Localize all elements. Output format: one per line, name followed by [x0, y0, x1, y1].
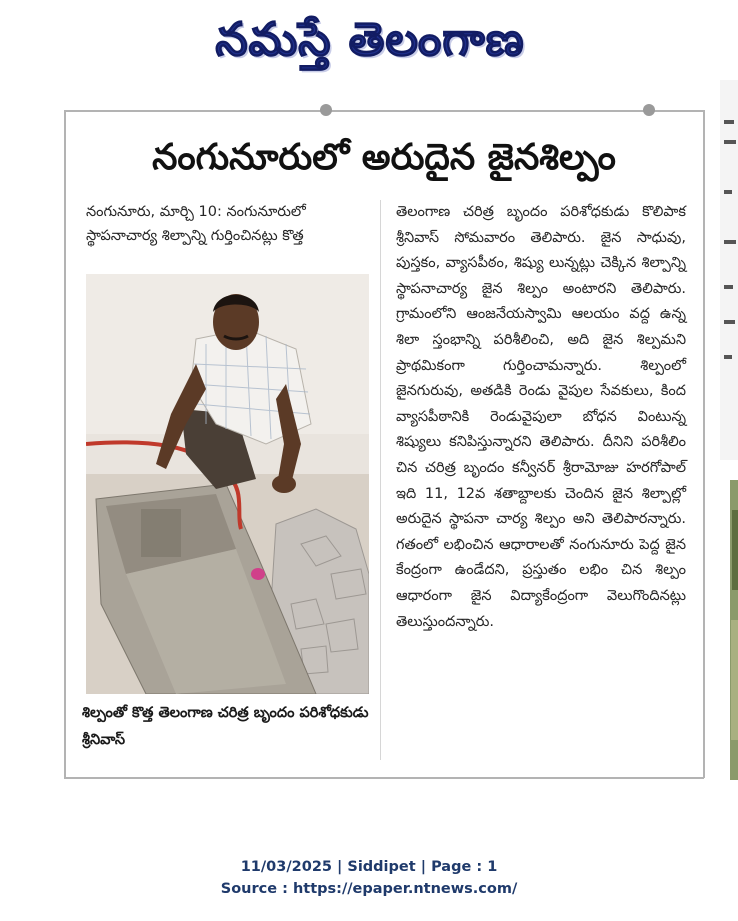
frame-pin-left: [320, 104, 332, 116]
article-frame-top: [64, 110, 704, 112]
photo-illustration: [86, 274, 369, 694]
article-body-text: తెలంగాణ చరిత్ర బృందం పరిశోధకుడు కొలిపాక శ్రీనివాస్ సోమవారం తెలిపారు. జైన సాధువు, పుస్తకం, వ్యాసపీఠం, శిష్యు లున్నట్లు చెక్కిన శిల్పాన్ని స్థాపనాచార్య జైన శిల్పం అంటారని తెలిపారు. గ్రామంలోని ఆంజనేయస్వామి ఆలయం వద్ద ఉన్న శిలా స్తంభాన్ని పరిశీలించి, అది జైన శిల్పమని ప్రాథమికంగా గుర్తించామన్నారు. శిల్పంలో జైనగురువు, అతడికి రెండు వైపుల సేవకులు, కింద వ్యాసపీఠానికి రెండువైపులా బోధన వింటున్న శిష్యులు కనిపిస్తున్నారని తెలిపారు. దీనిని పరిశీలిం చిన చరిత్ర బృందం కన్వీనర్ శ్రీరామోజు హరగోపాల్ ఇది 11, 12వ శతాబ్దాలకు చెందిన జైన శిల్పాల్లో అరుదైన స్థాపనా చార్య శిల్పం అని తెలిపారన్నారు. గతంలో లభించిన ఆధారాలతో నంగునూరు పెద్ద జైన కేంద్రంగా ఉండేదని, ప్రస్తుతం లభిం చిన శిల్పం ఆధారంగా జైన విద్యాకేంద్రంగా వెలుగొందినట్లు తెలుస్తుందన్నారు.: [396, 204, 686, 630]
footer-date-edition: 11/03/2025 | Siddipet | Page : 1: [240, 859, 498, 875]
frame-pin-right: [643, 104, 655, 116]
article-headline: నంగునూరులో అరుదైన జైనశిల్పం: [152, 137, 616, 178]
photo-caption: శిల్పంతో కొత్త తెలంగాణ చరిత్ర బృందం పరిశోధకుడు శ్రీనివాస్: [82, 705, 369, 748]
article-photo: [86, 274, 369, 694]
article-frame-left: [64, 110, 66, 778]
footer-source-link[interactable]: Source : https://epaper.ntnews.com/: [220, 881, 518, 897]
article-frame-right: [703, 110, 705, 778]
adjacent-page-strip: [712, 80, 738, 780]
column-divider: [380, 200, 381, 760]
newspaper-masthead: నమస్తే తెలంగాణ: [215, 12, 525, 66]
article-frame-bottom: [64, 777, 704, 779]
adjacent-page-edge: [712, 80, 738, 780]
article-lead-text: నంగునూరు, మార్చి 10: నంగునూరులో స్థాపనాచార్య శిల్పాన్ని గుర్తించినట్లు కొత్త: [86, 204, 306, 244]
